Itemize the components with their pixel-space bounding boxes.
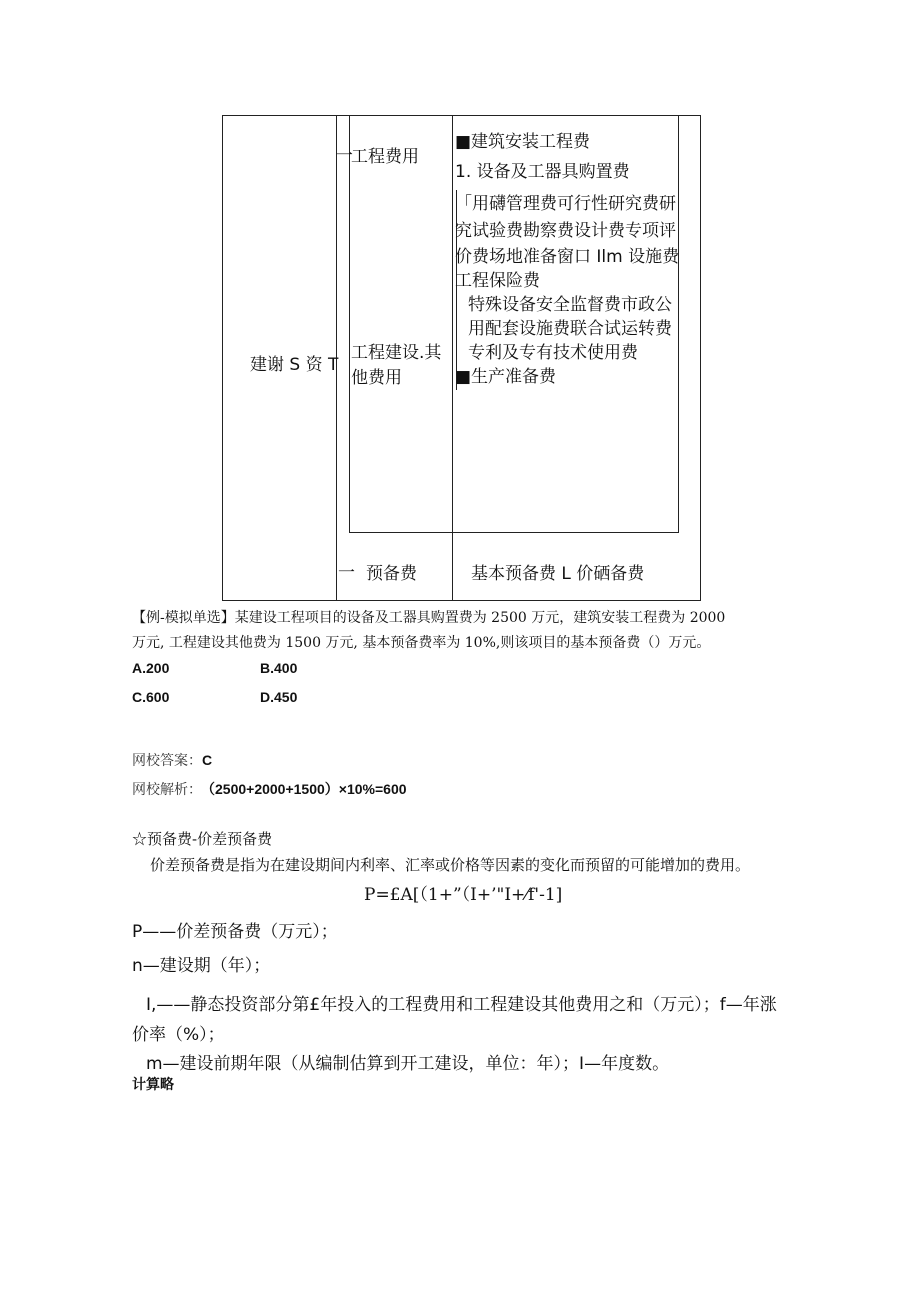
outer-frame-bottom <box>222 600 701 601</box>
branch3-label: 预备费 <box>366 564 417 584</box>
outer-frame-right <box>700 115 701 601</box>
branch1-item: ■建筑安装工程费 <box>455 132 591 152</box>
branch2-label: 他费用 <box>351 368 402 388</box>
column-separator <box>452 115 453 601</box>
section-heading: ☆预备费-价差预备费 <box>132 830 273 848</box>
inner-box-bottom <box>349 532 679 533</box>
outer-frame-top <box>222 115 701 116</box>
question-line: 万元, 工程建设其他费为 1500 万元, 基本预备费率为 10%,则该项目的基本预备费（）万元。 <box>132 635 711 651</box>
inner-box-left <box>349 115 350 533</box>
definition-line: I,——静态投资部分第£年投入的工程费用和工程建设其他费用之和（万元）；f—年涨 <box>146 995 777 1015</box>
branch1-item: 1. 设备及工器具购置费 <box>455 162 630 182</box>
section-footer: 计算略 <box>132 1076 174 1092</box>
option-a: A.200 <box>132 660 170 676</box>
branch3-items: 基本预备费 L 价硒备费 <box>471 564 645 584</box>
branch2-label: 工程建设.其 <box>351 343 442 363</box>
branch2-item: 专利及专有技术使用费 <box>468 343 638 363</box>
branch2-item: 工程保险费 <box>455 271 540 291</box>
branch2-item: 究试验费勘察费设计费专项评 <box>455 221 676 241</box>
outer-frame-left <box>222 115 223 601</box>
root-label: 建谢 S 资 T <box>250 355 339 375</box>
option-b: B.400 <box>260 660 298 676</box>
definition-line: m—建设前期年限（从编制估算到开工建设，单位：年）；I—年度数。 <box>146 1054 670 1074</box>
definition-line: P——价差预备费（万元）； <box>132 922 338 942</box>
branch2-item: 「用礴管理费可行性研究费研 <box>455 194 676 214</box>
branch2-item: 特殊设备安全监督费市政公 <box>468 295 672 315</box>
branch2-item: 用配套设施费联合试运转费 <box>468 319 672 339</box>
definition-line: n—建设期（年）； <box>132 956 271 976</box>
inner-box-right <box>678 115 679 533</box>
definition-line: 价率（%）； <box>132 1025 225 1045</box>
option-c: C.600 <box>132 689 170 705</box>
analysis-value: （2500+2000+1500）×10%=600 <box>208 781 407 797</box>
option-d: D.450 <box>260 689 298 705</box>
answer-value: C <box>202 752 213 768</box>
question-line: 【例-模拟单选】某建设工程项目的设备及工器具购置费为 2500 万元，建筑安装工程费为 2000 <box>132 610 726 626</box>
branch1-label: 工程费用 <box>351 147 419 167</box>
branch3-dash: 一 <box>338 563 355 583</box>
answer-label: 网校答案： <box>132 753 202 769</box>
branch1-dash: 一 <box>336 146 353 166</box>
analysis-row <box>132 779 407 799</box>
branch2-item: 价费场地准备窗口 Ilm 设施费 <box>455 247 680 267</box>
section-paragraph: 价差预备费是指为在建设期间内利率、汇率或价格等因素的变化而预留的可能增加的费用。 <box>150 856 751 874</box>
analysis-label: 网校解析： <box>132 782 202 798</box>
branch2-item: ■生产准备费 <box>455 367 557 387</box>
formula: P=£A[（1+”（I+’"I+⁄f'-1] <box>364 885 563 905</box>
answer-row <box>132 750 212 770</box>
